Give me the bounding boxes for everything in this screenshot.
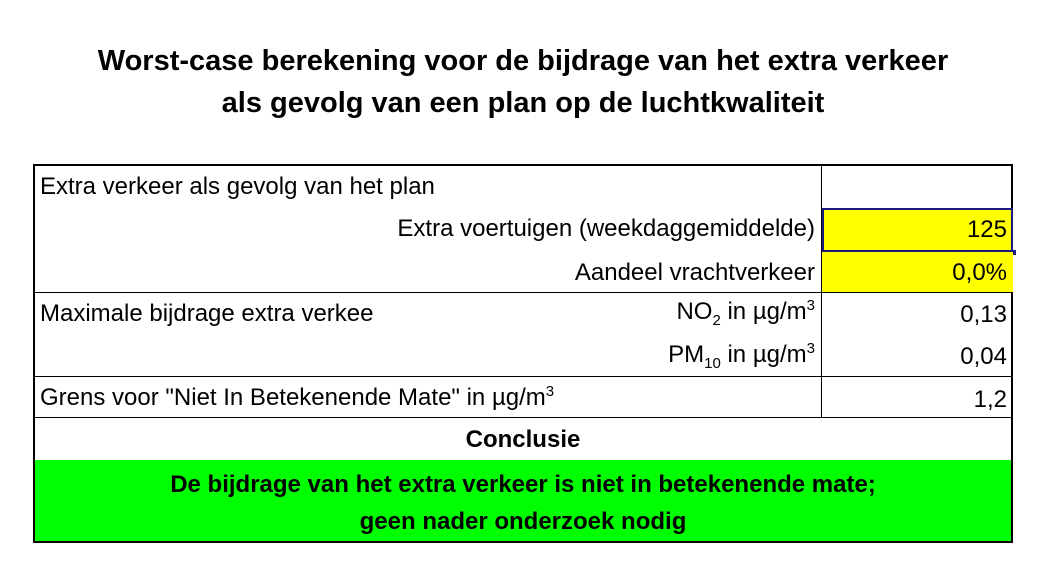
conclusion-heading: Conclusie	[465, 426, 581, 453]
section-max-contribution-heading: Maximale bijdrage extra verkee	[40, 300, 374, 327]
divider	[35, 417, 1011, 418]
extra-vehicles-label: Extra voertuigen (weekdaggemiddelde)	[397, 215, 815, 242]
divider	[35, 376, 1011, 377]
conclusion-line-2: geen nader onderzoek nodig	[359, 508, 687, 535]
no2-label: $NO_2$ in $\mu g/m^3$	[676, 297, 815, 329]
section-extra-traffic-heading: Extra verkeer als gevolg van het plan	[40, 173, 435, 200]
conclusion-result	[35, 460, 1011, 541]
title-line-2: als gevolg van een plan op de luchtkwaliteit	[221, 87, 825, 119]
pm10-label: $PM_{10}$ in $\mu g/m^3$	[668, 340, 815, 372]
nibm-limit-value[interactable]: 1,2	[973, 386, 1007, 413]
nibm-limit-label: Grens voor "Niet In Betekenende Mate" in $\mu g/m^3$	[40, 383, 555, 411]
title-line-1: Worst-case berekening voor de bijdrage van het extra verkeer	[97, 45, 949, 77]
pm10-value[interactable]: 0,04	[960, 343, 1007, 370]
no2-value[interactable]: 0,13	[960, 301, 1007, 328]
conclusion-line-1: De bijdrage van het extra verkeer is niet in betekenende mate;	[170, 471, 876, 498]
column-divider	[821, 166, 822, 418]
calculation-table	[33, 164, 1013, 543]
extra-vehicles-input[interactable]: 125	[822, 208, 1013, 252]
truck-share-input[interactable]: 0,0%	[822, 252, 1013, 292]
truck-share-label: Aandeel vrachtverkeer	[574, 259, 815, 286]
divider	[35, 292, 1011, 293]
